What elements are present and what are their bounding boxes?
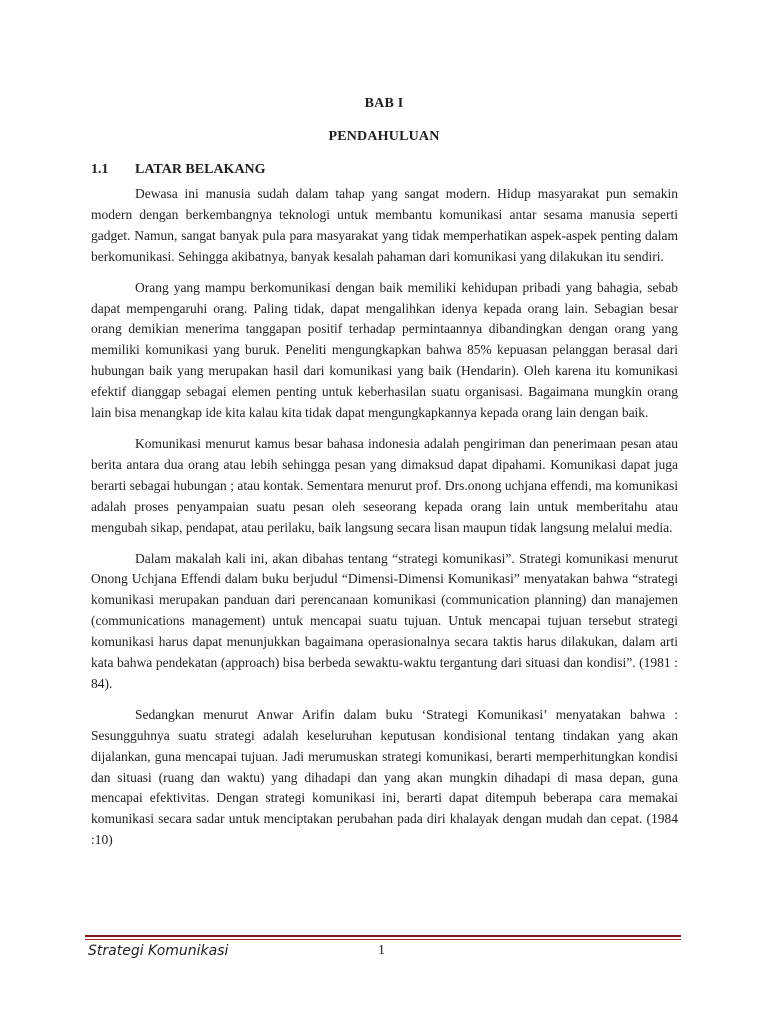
- footer-rule-thick: [85, 935, 681, 937]
- paragraph: Dewasa ini manusia sudah dalam tahap yang sangat modern. Hidup masyarakat pun semakin modern dengan berkembangnya teknologi untuk membantu komunikasi antar sesama manusia seperti gadget. Namun, sangat banyak pula para masyarakat yang tidak memperhatikan aspek-aspek penting dalam berkomunikasi. Sehingga akibatnya, banyak kesalah pahaman dari komunikasi yang dilakukan itu sendiri.: [91, 186, 678, 264]
- page-number: 1: [378, 943, 385, 958]
- paragraph: Sedangkan menurut Anwar Arifin dalam buku ‘Strategi Komunikasi’ menyatakan bahwa : Sesungguhnya suatu strategi adalah keseluruhan keputusan kondisional tentang tindakan yang akan dijalankan, guna mencapai tujuan. Jadi merumuskan strategi komunikasi, berarti memperhitungkan kondisi dan situasi (ruang dan waktu) yang dihadapi dan yang akan mungkin dihadapi di masa depan, guna mencapai efektivitas. Dengan strategi komunikasi ini, berarti dapat ditempuh beberapa cara memakai komunikasi secara sadar untuk menciptakan perubahan pada diri khalayak dengan mudah dan cepat. (1984 :10): [91, 706, 678, 848]
- paragraph: Dalam makalah kali ini, akan dibahas tentang “strategi komunikasi”. Strategi komunikasi menurut Onong Uchjana Effendi dalam buku berjudul “Dimensi-Dimensi Komunikasi” menyatakan bahwa “strategi komunikasi merupakan panduan dari perencanaan komunikasi (communication planning) dan manajemen (communications management) untuk mencapai suatu tujuan. Untuk mencapai tujuan tersebut strategi komunikasi harus dapat menunjukkan bagaimana operasionalnya secara taktis harus dilakukan, dalam arti kata bahwa pendekatan (approach) bisa berbeda sewaktu-waktu tergantung dari situasi dan kondisi”. (1981 : 84).: [91, 550, 678, 691]
- section-title: LATAR BELAKANG: [135, 162, 266, 177]
- section-number: 1.1: [91, 162, 109, 177]
- chapter-number: BAB I: [364, 96, 404, 111]
- footer-rule-thin: [85, 939, 681, 940]
- paragraph: Komunikasi menurut kamus besar bahasa indonesia adalah pengiriman dan penerimaan pesan atau berita antara dua orang atau lebih sehingga pesan yang dimaksud dapat dipahami. Komunikasi dapat juga berarti sebagai hubungan ; atau kontak. Sementara menurut prof. Drs.onong uchjana effendi, ma komunikasi adalah proses penyampaian suatu pesan oleh seseorang kepada orang lain untuk memberitahu atau mengubah sikap, pendapat, atau perilaku, baik langsung secara lisan maupun tidak langsung melalui media.: [91, 435, 678, 535]
- chapter-title: PENDAHULUAN: [328, 129, 440, 144]
- footer-title: Strategi Komunikasi: [88, 943, 229, 959]
- paragraph: Orang yang mampu berkomunikasi dengan baik memiliki kehidupan pribadi yang bahagia, sebab dapat mempengaruhi orang. Paling tidak, dapat mengalihkan idenya kepada orang lain. Sebagian besar orang demikian menerima tanggapan positif terhadap permintaannya dibandingkan dengan orang yang memiliki komunikasi yang buruk. Peneliti mengungkapkan bahwa 85% kepuasan pelanggan berasal dari hubungan baik yang merupakan hasil dari komunikasi yang baik (Hendarin). Oleh karena itu komunikasi efektif dianggap sebagai elemen penting untuk keberhasilan suatu organisasi. Bagaimana mungkin orang lain bisa menangkap ide kita kalau kita tidak dapat mengungkapkannya kepada orang lain dengan baik.: [91, 279, 678, 421]
- section-heading: [91, 162, 266, 178]
- body-text: [91, 184, 678, 861]
